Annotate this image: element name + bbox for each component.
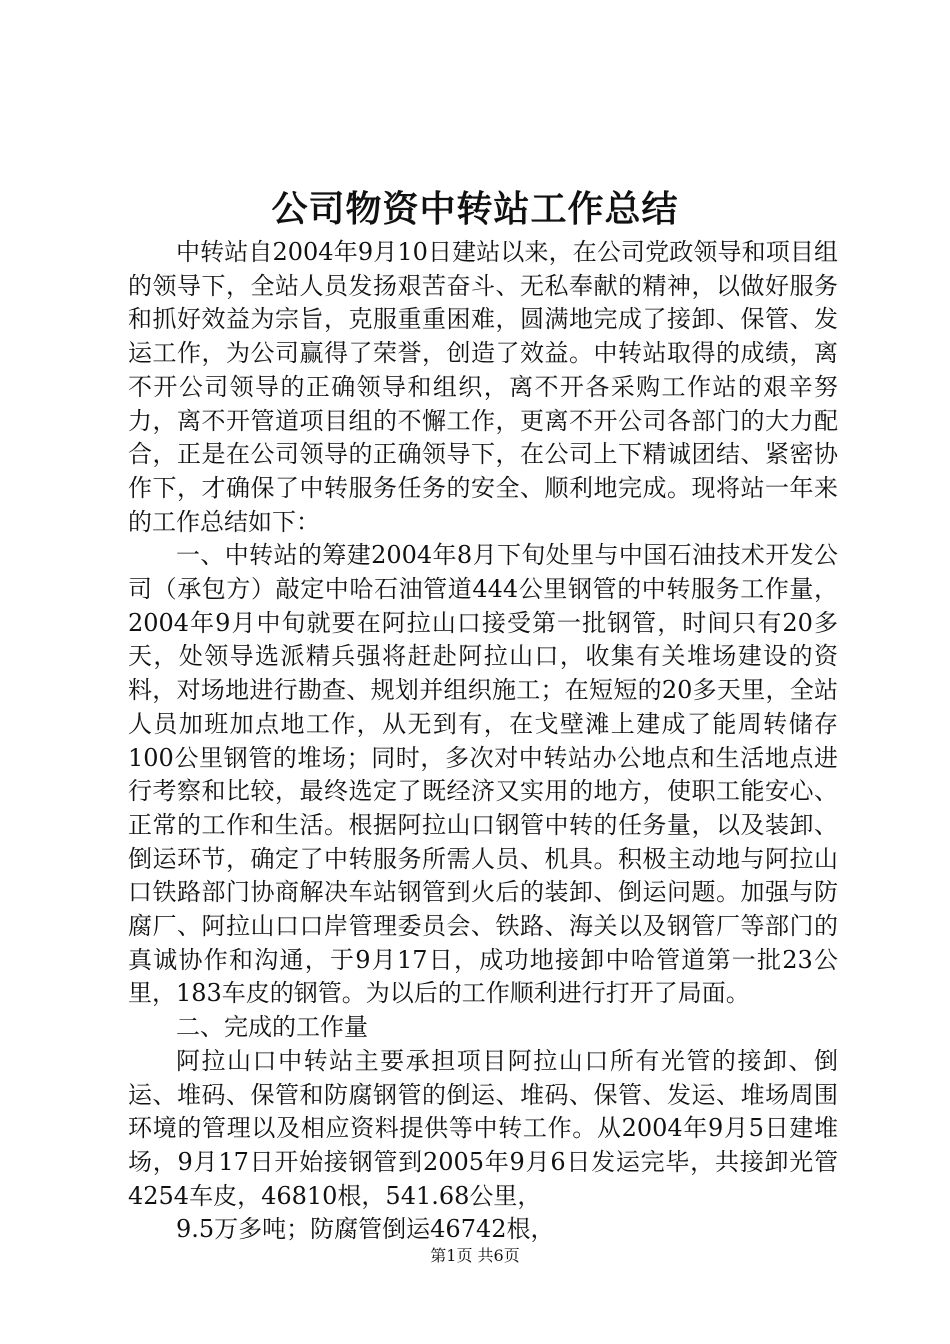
document-body bbox=[128, 236, 838, 1247]
paragraph-section-2-heading: 二、完成的工作量 bbox=[176, 1013, 368, 1042]
paragraph-section-2-body: 阿拉山口中转站主要承担项目阿拉山口所有光管的接卸、倒运、堆码、保管和防腐钢管的倒运、堆码、保管、发运、堆场周围环境的管理以及相应资料提供等中转工作。从2004年9月5日建堆场，9月17日开始接钢管到2005年9月6日发运完毕，共接卸光管4254车皮，46810根，541.68公里， bbox=[128, 1046, 838, 1210]
paragraph-section-2-continued: 9.5万多吨；防腐管倒运46742根， bbox=[176, 1215, 555, 1244]
paragraph-intro: 中转站自2004年9月10日建站以来，在公司党政领导和项目组的领导下，全站人员发扬艰苦奋斗、无私奉献的精神，以做好服务和抓好效益为宗旨，克服重重困难，圆满地完成了接卸、保管、发运工作，为公司赢得了荣誉，创造了效益。中转站取得的成绩，离不开公司领导的正确领导和组织，离不开各采购工作站的艰辛努力，离不开管道项目组的不懈工作，更离不开公司各部门的大力配合，正是在公司领导的正确领导下，在公司上下精诚团结、紧密协作下，才确保了中转服务任务的安全、顺利地完成。现将站一年来的工作总结如下： bbox=[128, 238, 838, 536]
paragraph-section-1: 一、中转站的筹建2004年8月下旬处里与中国石油技术开发公司（承包方）敲定中哈石油管道444公里钢管的中转服务工作量，2004年9月中旬就要在阿拉山口接受第一批钢管，时间只有20多天，处领导选派精兵强将赶赴阿拉山口，收集有关堆场建设的资料，对场地进行勘查、规划并组织施工；在短短的20多天里，全站人员加班加点地工作，从无到有，在戈壁滩上建成了能周转储存100公里钢管的堆场；同时，多次对中转站办公地点和生活地点进行考察和比较，最终选定了既经济又实用的地方，使职工能安心、正常的工作和生活。根据阿拉山口钢管中转的任务量，以及装卸、倒运环节，确定了中转服务所需人员、机具。积极主动地与阿拉山口铁路部门协商解决车站钢管到火后的装卸、倒运问题。加强与防腐厂、阿拉山口口岸管理委员会、铁路、海关以及钢管厂等部门的真诚协作和沟通，于9月17日，成功地接卸中哈管道第一批23公里，183车皮的钢管。为以后的工作顺利进行打开了局面。 bbox=[128, 541, 838, 1008]
document-title: 公司物资中转站工作总结 bbox=[271, 188, 679, 230]
page-footer: 第1页 共6页 bbox=[430, 1246, 520, 1265]
